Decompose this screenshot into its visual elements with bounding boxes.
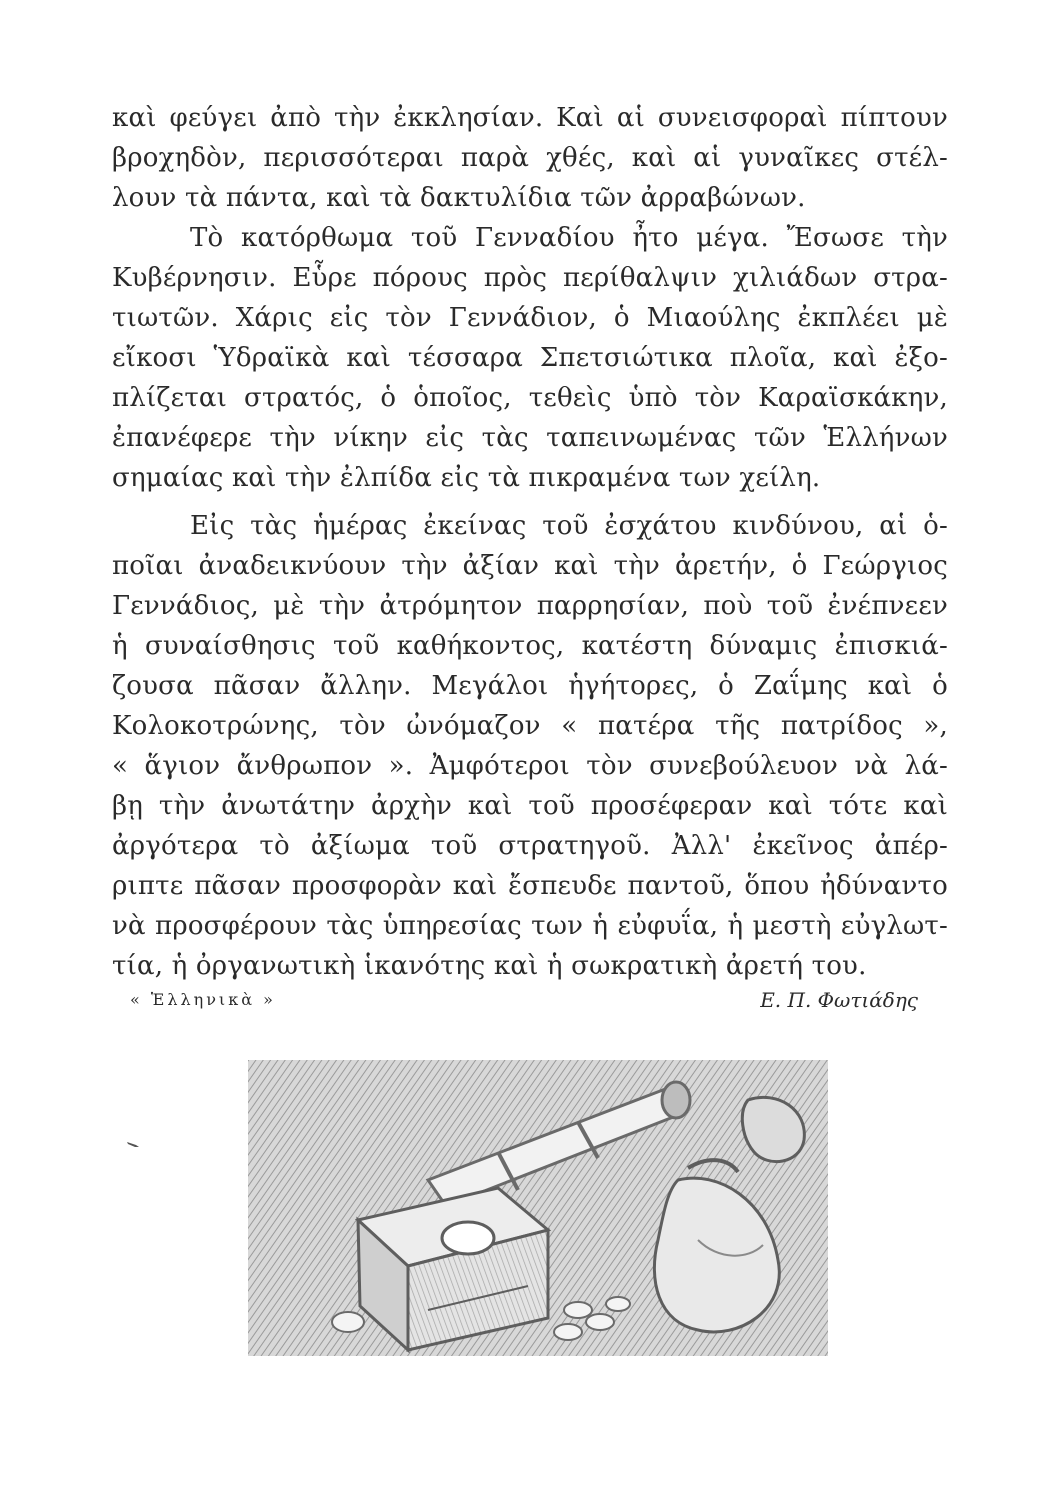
text-line: βῃ τὴν ἀνωτάτην ἀρχὴν καὶ τοῦ προσέφεραν καὶ τότε καὶ bbox=[112, 791, 948, 821]
body-text bbox=[112, 98, 948, 986]
text-line: Εἰς τὰς ἡμέρας ἐκείνας τοῦ ἐσχάτου κινδύνου, αἱ ὁ- bbox=[190, 511, 948, 541]
text-line: Γεννάδιος, μὲ τὴν ἀτρόμητον παρρησίαν, ποὺ τοῦ ἐνέπνεεν bbox=[112, 591, 948, 621]
text-line: ποῖαι ἀναδεικνύουν τὴν ἀξίαν καὶ τὴν ἀρετήν, ὁ Γεώργιος bbox=[112, 551, 948, 581]
woodcut-illustration bbox=[248, 1060, 828, 1356]
text-line: τία, ἡ ὀργανωτικὴ ἱκανότης καὶ ἡ σωκρατικὴ ἀρετή του. bbox=[112, 951, 867, 981]
paragraph bbox=[112, 218, 948, 498]
chest-shape bbox=[358, 1188, 548, 1350]
text-line: Τὸ κατόρθωμα τοῦ Γενναδίου ἦτο μέγα. Ἔσωσε τὴν bbox=[190, 223, 948, 253]
paragraph bbox=[112, 506, 948, 986]
text-line: πλίζεται στρατός, ὁ ὁποῖος, τεθεὶς ὑπὸ τὸν Καραϊσκάκην, bbox=[112, 383, 948, 413]
text-line: « ἅγιον ἄνθρωπον ». Ἀμφότεροι τὸν συνεβούλευον νὰ λά- bbox=[112, 751, 948, 781]
text-line: σημαίας καὶ τὴν ἐλπίδα εἰς τὰ πικραμένα των χείλη. bbox=[112, 463, 821, 493]
text-line: καὶ φεύγει ἀπὸ τὴν ἐκκλησίαν. Καὶ αἱ συνεισφοραὶ πίπτουν bbox=[112, 103, 948, 133]
text-line: ἡ συναίσθησις τοῦ καθήκοντος, κατέστη δύναμις ἐπισκιά- bbox=[112, 631, 948, 661]
attribution bbox=[130, 982, 918, 1018]
text-line: Κυβέρνησιν. Εὗρε πόρους πρὸς περίθαλψιν χιλιάδων στρα- bbox=[112, 263, 948, 293]
text-line: Κολοκοτρώνης, τὸν ὠνόμαζον « πατέρα τῆς πατρίδος », bbox=[112, 711, 948, 741]
source-label: « Ἑλληνικὰ » bbox=[130, 990, 276, 1009]
text-line: ἀργότερα τὸ ἀξίωμα τοῦ στρατηγοῦ. Ἀλλ' ἐκεῖνος ἀπέρ- bbox=[112, 831, 948, 861]
paragraph bbox=[112, 98, 948, 218]
text-line: ζουσα πᾶσαν ἄλλην. Μεγάλοι ἡγήτορες, ὁ Ζαΐμης καὶ ὁ bbox=[112, 671, 948, 701]
text-line: νὰ προσφέρουν τὰς ὑπηρεσίας των ἡ εὐφυΐα, ἡ μεστὴ εὐγλωτ- bbox=[112, 911, 948, 941]
text-line: ἐπανέφερε τὴν νίκην εἰς τὰς ταπεινωμένας τῶν Ἑλλήνων bbox=[112, 423, 948, 453]
author-signature: Ε. Π. Φωτιάδης bbox=[760, 988, 918, 1012]
ink-speck bbox=[126, 1140, 140, 1148]
text-line: τιωτῶν. Χάρις εἰς τὸν Γεννάδιον, ὁ Μιαούλης ἐκπλέει μὲ bbox=[112, 303, 948, 333]
text-line: βροχηδὸν, περισσότεραι παρὰ χθές, καὶ αἱ γυναῖκες στέλ- bbox=[112, 143, 948, 173]
text-line: εἴκοσι Ὑδραϊκὰ καὶ τέσσαρα Σπετσιώτικα πλοῖα, καὶ ἐξο- bbox=[112, 343, 948, 373]
text-line: ριπτε πᾶσαν προσφορὰν καὶ ἔσπευδε παντοῦ, ὅπου ἠδύναντο bbox=[112, 871, 948, 901]
text-line: λουν τὰ πάντα, καὶ τὰ δακτυλίδια τῶν ἀρραβώνων. bbox=[112, 183, 806, 213]
